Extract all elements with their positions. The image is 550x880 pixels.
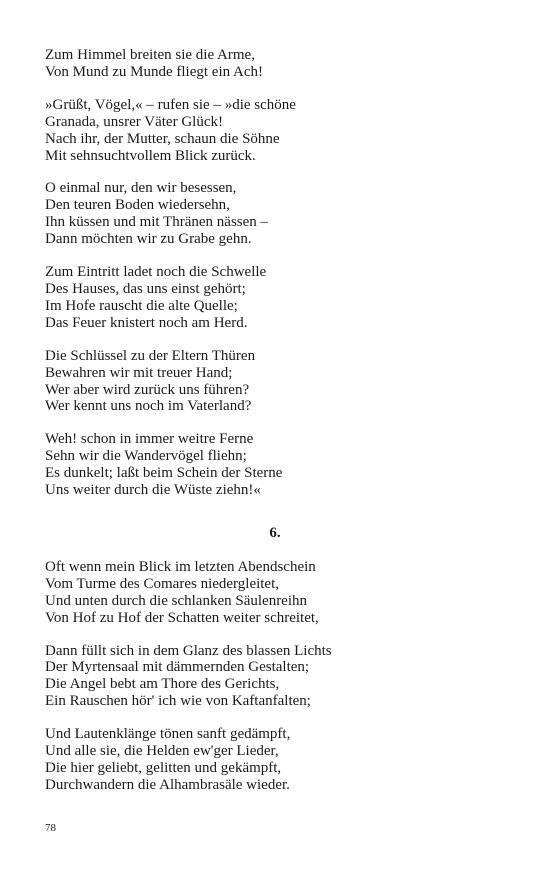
verse-line: Uns weiter durch die Wüste ziehn!« <box>45 482 261 499</box>
verse-line: Oft wenn mein Blick im letzten Abendschein <box>45 558 316 575</box>
verse-line: Durchwandern die Alhambrasäle wieder. <box>45 776 290 793</box>
verse-line: Bewahren wir mit treuer Hand; <box>45 364 233 381</box>
stanza <box>45 643 505 711</box>
verse-line: Im Hofe rauscht die alte Quelle; <box>45 297 238 314</box>
stanza <box>45 97 505 165</box>
verse-line: Die Schlüssel zu der Eltern Thüren <box>45 347 256 364</box>
verse-line: Wer aber wird zurück uns führen? <box>45 381 250 398</box>
verse-line: Dann füllt sich in dem Glanz des blassen Lichts <box>45 642 332 659</box>
verse-line: Ein Rauschen hör' ich wie von Kaftanfalten; <box>45 693 311 710</box>
verse-line: Die hier geliebt, gelitten und gekämpft, <box>45 760 282 776</box>
stanza <box>45 431 505 499</box>
stanza <box>45 180 505 248</box>
verse-line: Ihn küssen und mit Thränen nässen – <box>45 214 269 231</box>
page-number: 78 <box>45 822 56 834</box>
verse-line: Und unten durch die schlanken Säulenreihn <box>45 592 308 609</box>
page-body <box>45 47 505 810</box>
verse-line: Dann möchten wir zu Grabe gehn. <box>45 231 252 248</box>
verse-line: Von Hof zu Hof der Schatten weiter schreitet, <box>45 609 319 626</box>
verse-line: Die Angel bebt am Thore des Gerichts, <box>45 676 280 693</box>
verse-line: Granada, unsrer Väter Glück! <box>45 113 223 130</box>
verse-line: Vom Turme des Comares niedergleitet, <box>45 575 280 592</box>
stanza <box>45 726 505 794</box>
verse-line: Und Lautenklänge tönen sanft gedämpft, <box>45 726 291 743</box>
verse-line: O einmal nur, den wir besessen, <box>45 180 237 197</box>
verse-line: »Grüßt, Vögel,« – rufen sie – »die schöne <box>45 96 296 113</box>
poem-part-one <box>45 47 505 499</box>
stanza <box>45 47 505 81</box>
verse-line: Zum Himmel breiten sie die Arme, <box>45 47 255 63</box>
verse-line: Und alle sie, die Helden ew'ger Lieder, <box>45 743 279 760</box>
verse-line: Weh! schon in immer weitre Ferne <box>45 431 254 448</box>
stanza <box>45 264 505 332</box>
verse-line: Sehn wir die Wandervögel fliehn; <box>45 448 247 465</box>
poem-part-two <box>45 559 505 794</box>
section-heading: 6. <box>269 524 281 541</box>
stanza <box>45 348 505 416</box>
stanza <box>45 559 505 627</box>
verse-line: Wer kennt uns noch im Vaterland? <box>45 398 252 415</box>
verse-line: Zum Eintritt ladet noch die Schwelle <box>45 264 267 281</box>
verse-line: Des Hauses, das uns einst gehört; <box>45 280 246 297</box>
verse-line: Es dunkelt; laßt beim Schein der Sterne <box>45 465 283 482</box>
verse-line: Der Myrtensaal mit dämmernden Gestalten; <box>45 659 310 676</box>
verse-line: Von Mund zu Munde fliegt ein Ach! <box>45 63 264 80</box>
verse-line: Den teuren Boden wiedersehn, <box>45 197 230 214</box>
verse-line: Mit sehnsuchtvollem Blick zurück. <box>45 147 256 164</box>
verse-line: Das Feuer knistert noch am Herd. <box>45 314 248 331</box>
verse-line: Nach ihr, der Mutter, schaun die Söhne <box>45 130 280 147</box>
